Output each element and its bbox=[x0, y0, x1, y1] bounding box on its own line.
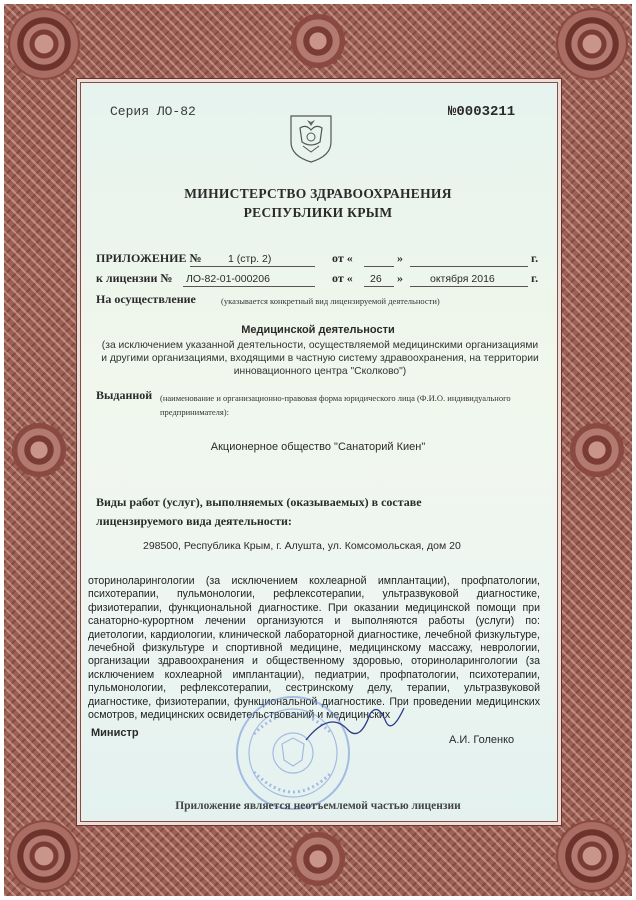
works-description: оториноларингологии (за исключением кохлеарной имплантации), профпатологии, психотерапии, пульмонологии, рефлексотерапии, ультразвуковой диагностике, физиотерапии, функциональной диагностике. При оказании медицинской помощи при санаторно-курортном лечении организуются и выполняются работы (услуги) по: диетологии, кардиологии, клинической лабораторной диагностике, лечебной физкультуре, лечебной физкультуре и спортивной медицине, медицинскому массажу, неврологии, организации здравоохранения и общественному здоровью, оториноларингологии (за исключением кохлеарной имплантации), педиатрии, профпатологии, психотерапии, пульмонологии, рефлексотерапии, сестринскому делу, терапии, ультразвуковой диагностике, физиотерапии, функциональной диагностике. При проведении медицинских осмотров, медицинских освидетельствований и медицинских bbox=[88, 575, 540, 722]
ministry-line2: РЕСПУБЛИКИ КРЫМ bbox=[243, 205, 393, 220]
issued-hint: (наименование и организационно-правовая форма юридического лица (Ф.И.О. индивидуального предпринимателя): bbox=[160, 393, 511, 417]
bottom-ornament bbox=[291, 832, 345, 886]
works-label-line2: лицензируемого вида деятельности: bbox=[96, 514, 292, 528]
appendix-day-underline bbox=[364, 266, 394, 267]
corner-ornament bbox=[556, 8, 628, 80]
organization-name: Акционерное общество "Санаторий Киен" bbox=[210, 441, 426, 453]
corner-ornament bbox=[8, 8, 80, 80]
appendix-number: 1 (стр. 2) bbox=[228, 253, 272, 265]
corner-ornament bbox=[8, 820, 80, 892]
works-address: 298500, Республика Крым, г. Алушта, ул. Комсомольская, дом 20 bbox=[143, 540, 461, 552]
works-label-line1: Виды работ (услуг), выполняемых (оказываемых) в составе bbox=[96, 495, 422, 509]
footer-note: Приложение является неотъемлемой частью лицензии bbox=[175, 800, 461, 812]
ministry-line1: МИНИСТЕРСТВО ЗДРАВООХРАНЕНИЯ bbox=[184, 186, 452, 201]
activity-description: (за исключением указанной деятельности, осуществляемой медицинскими организациями и другими организациями, входящими в частную систему здравоохранения, на территории инновационного центра "Сколково") bbox=[101, 340, 539, 377]
license-label: к лицензии № bbox=[96, 271, 173, 285]
license-year-suffix: г. bbox=[531, 271, 539, 285]
signature-icon bbox=[300, 700, 410, 750]
license-number: ЛО-82-01-000206 bbox=[186, 273, 270, 285]
activity-hint: (указывается конкретный вид лицензируемой деятельности) bbox=[221, 296, 440, 306]
series-label: Серия ЛО-82 bbox=[110, 104, 196, 119]
issued-label: Выданной bbox=[96, 388, 153, 402]
corner-ornament bbox=[556, 820, 628, 892]
license-day-underline bbox=[364, 286, 394, 287]
top-ornament bbox=[291, 14, 345, 68]
license-date-close: » bbox=[397, 271, 403, 285]
side-ornament bbox=[570, 423, 624, 477]
activity-label: На осуществление bbox=[96, 292, 196, 306]
appendix-underline bbox=[190, 266, 315, 267]
license-month-year: октября 2016 bbox=[430, 273, 495, 285]
license-month-underline bbox=[410, 286, 528, 287]
activity-title: Медицинской деятельности bbox=[241, 324, 395, 336]
signatory-name: А.И. Голенко bbox=[449, 734, 515, 746]
license-date-open: от « bbox=[332, 271, 353, 285]
signatory-title: Министр bbox=[91, 727, 139, 739]
appendix-date-open: от « bbox=[332, 251, 353, 265]
appendix-label: ПРИЛОЖЕНИЕ № bbox=[96, 251, 202, 265]
coat-of-arms-icon bbox=[288, 112, 334, 164]
appendix-year-suffix: г. bbox=[531, 251, 539, 265]
appendix-month-underline bbox=[410, 266, 528, 267]
license-day: 26 bbox=[370, 273, 382, 285]
license-underline bbox=[183, 286, 315, 287]
side-ornament bbox=[12, 423, 66, 477]
appendix-date-close: » bbox=[397, 251, 403, 265]
document-number: №0003211 bbox=[448, 104, 516, 120]
